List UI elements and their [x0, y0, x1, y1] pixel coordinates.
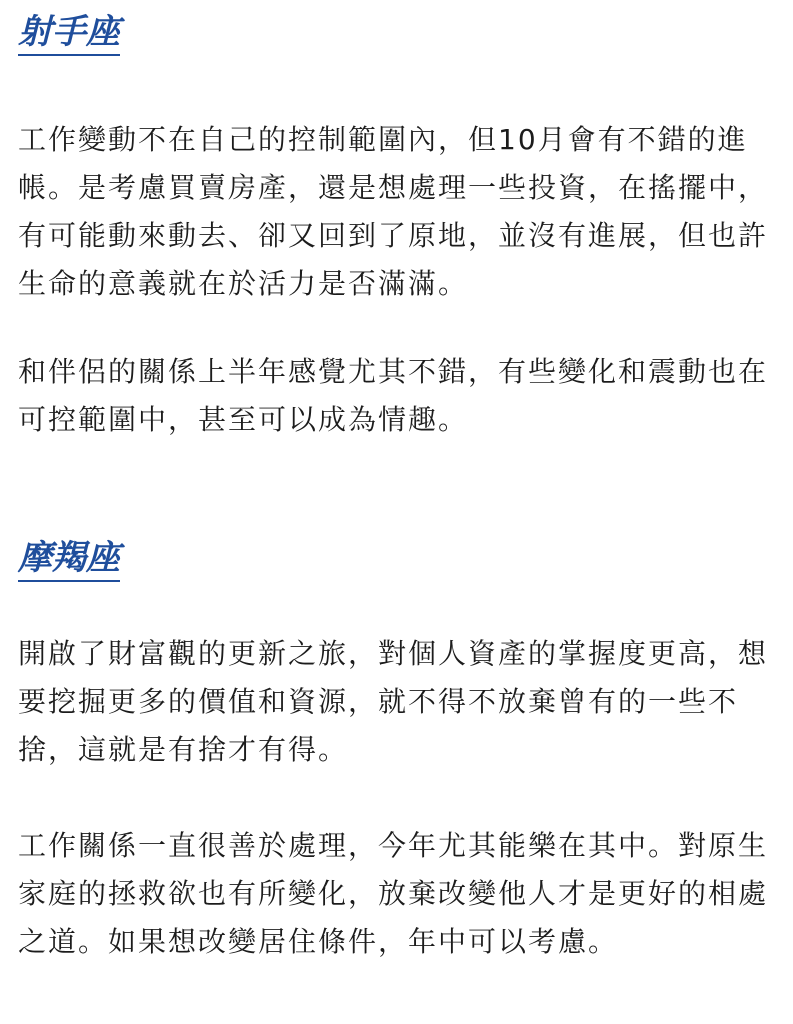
section-capricorn — [18, 538, 778, 958]
paragraph-sagittarius-work: 工作變動不在自己的控制範圍內，但10月會有不錯的進帳。是考慮買賣房產，還是想處理一些投資，在搖擺中，有可能動來動去、卻又回到了原地，並沒有進展，但也許生命的意義就在於活力是否滿滿。 — [18, 123, 769, 300]
section-heading-sagittarius: 射手座 — [18, 12, 120, 56]
paragraph-capricorn-work-family: 工作關係一直很善於處理，今年尤其能樂在其中。對原生家庭的拯救欲也有所變化，放棄改變他人才是更好的相處之道。如果想改變居住條件，年中可以考慮。 — [18, 829, 769, 958]
paragraph-capricorn-wealth: 開啟了財富觀的更新之旅，對個人資產的掌握度更高，想要挖掘更多的價值和資源，就不得不放棄曾有的一些不捨，這就是有捨才有得。 — [18, 637, 769, 766]
paragraph-sagittarius-relationship: 和伴侶的關係上半年感覺尤其不錯，有些變化和震動也在可控範圍中，甚至可以成為情趣。 — [18, 355, 769, 436]
section-sagittarius — [18, 12, 778, 436]
section-heading-capricorn: 摩羯座 — [18, 538, 120, 582]
